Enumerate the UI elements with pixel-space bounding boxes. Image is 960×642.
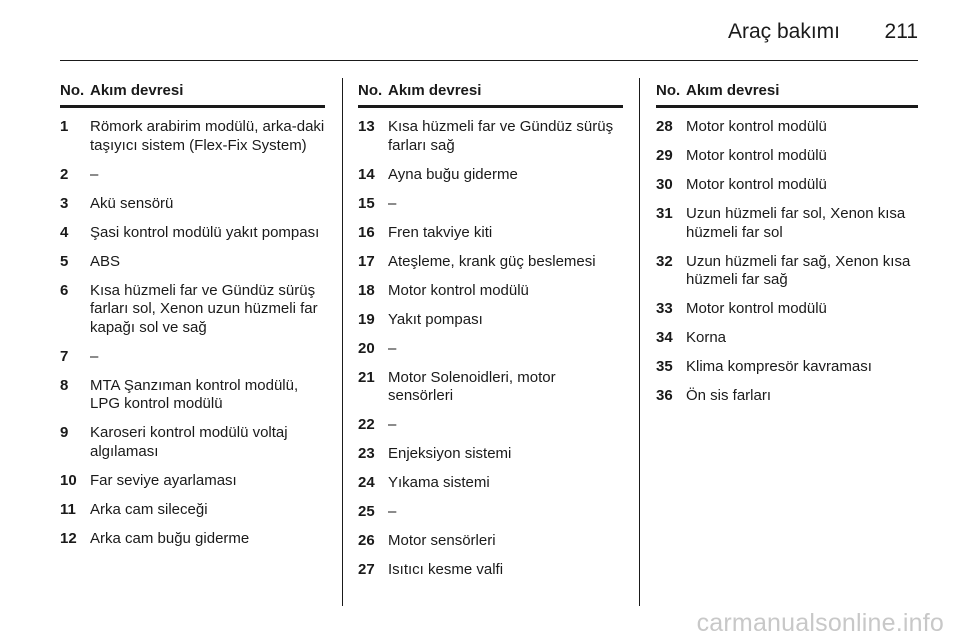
circuit-description: Motor sensörleri	[388, 532, 496, 549]
fuse-number: 23	[358, 445, 375, 462]
fuse-number: 1	[60, 118, 69, 135]
table-row	[60, 224, 325, 243]
fuse-number: 36	[656, 387, 673, 404]
table-row	[358, 166, 623, 185]
table-row	[358, 340, 623, 359]
circuit-description: Yakıt pompası	[388, 310, 483, 328]
table-row	[60, 348, 325, 367]
fuse-table-column-3	[656, 82, 918, 416]
fuse-number: 11	[60, 500, 76, 518]
circuit-description: Enjeksiyon sistemi	[388, 445, 512, 462]
fuse-number: 31	[656, 205, 673, 222]
fuse-number: 16	[358, 223, 375, 241]
table-row	[358, 503, 623, 522]
fuse-table-column-1	[60, 82, 325, 559]
table-row	[656, 329, 918, 348]
fuse-number: 18	[358, 281, 375, 299]
table-row	[656, 118, 918, 137]
table-row	[656, 176, 918, 195]
table-rows	[358, 118, 623, 580]
table-row	[60, 530, 325, 549]
table-header	[60, 82, 325, 108]
circuit-description: Ateşleme, krank güç beslemesi	[388, 252, 596, 270]
circuit-description: Motor kontrol modülü	[388, 281, 529, 299]
table-header	[656, 82, 918, 108]
circuit-description: Isıtıcı kesme valfi	[388, 561, 504, 578]
circuit-description: ABS	[90, 252, 121, 270]
circuit-description: MTA Şanzıman kontrol modülü, LPG kontrol modülü	[90, 376, 299, 412]
circuit-description: Arka cam sileceği	[90, 500, 208, 518]
fuse-number: 10	[60, 471, 77, 489]
circuit-description: Motor Solenoidleri, motor sensörleri	[388, 368, 556, 404]
circuit-description: Motor kontrol modülü	[686, 118, 827, 135]
fuse-number: 8	[60, 376, 69, 394]
table-row	[60, 253, 325, 272]
table-row	[358, 224, 623, 243]
table-header	[358, 82, 623, 108]
circuit-description: Römork arabirim modülü, arka-daki taşıyıcı sistem (Flex-Fix System)	[90, 118, 325, 154]
fuse-number: 19	[358, 310, 375, 328]
fuse-number: 32	[656, 252, 673, 270]
table-rows	[656, 118, 918, 406]
fuse-table-column-2	[358, 82, 623, 590]
fuse-number: 35	[656, 358, 673, 375]
table-row	[358, 474, 623, 493]
circuit-description: Akü sensörü	[90, 194, 174, 212]
header-circuit: Akım devresi	[686, 82, 780, 99]
table-row	[358, 118, 623, 155]
table-row	[60, 118, 325, 155]
fuse-number: 29	[656, 147, 673, 164]
circuit-description: Motor kontrol modülü	[686, 147, 827, 164]
header-circuit: Akım devresi	[90, 82, 184, 99]
circuit-description: Şasi kontrol modülü yakıt pompası	[90, 223, 320, 241]
circuit-description: Fren takviye kiti	[388, 223, 493, 241]
circuit-description: Korna	[686, 329, 727, 346]
table-row	[656, 300, 918, 319]
column-divider	[342, 78, 343, 606]
table-row	[358, 445, 623, 464]
circuit-description: Motor kontrol modülü	[686, 300, 827, 317]
circuit-description: Ön sis farları	[686, 387, 772, 404]
table-row	[656, 387, 918, 406]
circuit-description: Kısa hüzmeli far ve Gündüz sürüş farları sağ	[388, 118, 614, 154]
table-row	[656, 147, 918, 166]
table-row	[358, 416, 623, 435]
fuse-number: 12	[60, 529, 77, 547]
fuse-number: 13	[358, 118, 375, 135]
table-row	[358, 369, 623, 406]
circuit-description: –	[388, 503, 397, 520]
page-title: Araç bakımı	[727, 20, 840, 43]
fuse-number: 21	[358, 368, 375, 386]
fuse-number: 14	[358, 165, 375, 183]
fuse-number: 28	[656, 118, 673, 135]
fuse-number: 3	[60, 194, 69, 212]
circuit-description: Karoseri kontrol modülü voltaj algılaması	[90, 424, 288, 460]
fuse-number: 5	[60, 252, 69, 270]
fuse-number: 33	[656, 300, 673, 317]
table-rows	[60, 118, 325, 548]
fuse-number: 26	[358, 532, 375, 549]
circuit-description: Uzun hüzmeli far sağ, Xenon kısa hüzmeli far sağ	[686, 252, 911, 288]
circuit-description: Motor kontrol modülü	[686, 176, 827, 193]
table-row	[60, 195, 325, 214]
table-row	[358, 195, 623, 214]
table-row	[60, 377, 325, 414]
table-row	[60, 501, 325, 520]
fuse-number: 6	[60, 281, 69, 299]
fuse-number: 25	[358, 503, 375, 520]
watermark: carmanualsonline.info	[696, 609, 944, 637]
fuse-number: 27	[358, 561, 375, 578]
fuse-number: 20	[358, 339, 375, 357]
circuit-description: Kısa hüzmeli far ve Gündüz sürüş farları sol, Xenon uzun hüzmeli far kapağı sol ve sağ	[90, 281, 318, 336]
fuse-number: 15	[358, 194, 375, 212]
table-row	[656, 205, 918, 242]
circuit-description: Klima kompresör kavraması	[686, 358, 872, 375]
table-row	[358, 253, 623, 272]
fuse-number: 4	[60, 223, 69, 241]
table-row	[60, 166, 325, 185]
page-number: 211	[884, 20, 918, 43]
page-header	[60, 0, 918, 61]
circuit-description: Far seviye ayarlaması	[90, 471, 237, 489]
fuse-number: 9	[60, 424, 69, 441]
table-row	[60, 472, 325, 491]
fuse-number: 17	[358, 252, 375, 270]
table-row	[358, 532, 623, 551]
fuse-number: 24	[358, 474, 375, 491]
table-row	[358, 311, 623, 330]
fuse-number: 2	[60, 165, 69, 183]
circuit-description: –	[388, 194, 397, 212]
table-row	[656, 253, 918, 290]
circuit-description: Ayna buğu giderme	[388, 165, 518, 183]
circuit-description: –	[90, 165, 99, 183]
column-divider	[639, 78, 640, 606]
circuit-description: –	[388, 339, 397, 357]
table-row	[358, 561, 623, 580]
circuit-description: Uzun hüzmeli far sol, Xenon kısa hüzmeli far sol	[686, 205, 906, 241]
header-no: No.	[656, 82, 681, 99]
table-row	[656, 358, 918, 377]
header-circuit: Akım devresi	[388, 82, 482, 99]
fuse-number: 34	[656, 329, 673, 346]
fuse-number: 22	[358, 416, 375, 433]
circuit-description: Yıkama sistemi	[388, 474, 490, 491]
table-row	[60, 282, 325, 338]
table-row	[60, 424, 325, 461]
table-row	[358, 282, 623, 301]
header-no: No.	[358, 82, 383, 99]
circuit-description: Arka cam buğu giderme	[90, 529, 250, 547]
fuse-number: 7	[60, 347, 69, 365]
header-no: No.	[60, 82, 85, 99]
circuit-description: –	[90, 347, 99, 365]
fuse-number: 30	[656, 176, 673, 193]
circuit-description: –	[388, 416, 397, 433]
